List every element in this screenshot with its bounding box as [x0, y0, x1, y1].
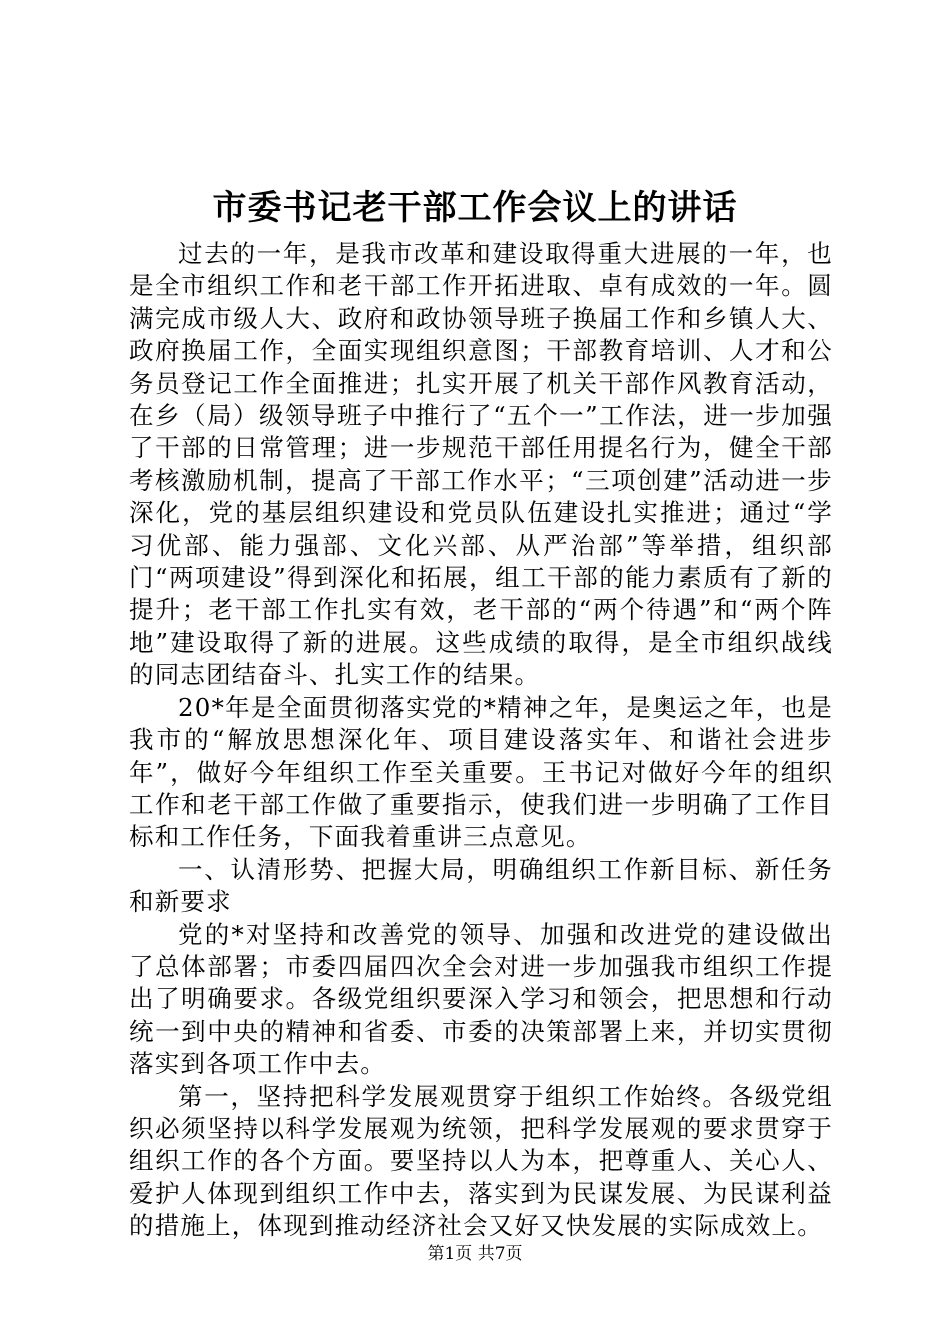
paragraph-this-year: 20*年是全面贯彻落实党的*精神之年，是奥运之年，也是我市的“解放思想深化年、项目建设落实年、和谐社会进步年”，做好今年组织工作至关重要。王书记对做好今年的组织工作和老干部工作做了重要指示，使我们进一步明确了工作目标和工作任务，下面我着重讲三点意见。 [129, 692, 833, 852]
paragraph-first-point: 第一，坚持把科学发展观贯穿于组织工作始终。各级党组织必须坚持以科学发展观为统领，把科学发展观的要求贯穿于组织工作的各个方面。要坚持以人为本，把尊重人、关心人、爱护人体现到组织工作中去，落实到为民谋发展、为民谋利益的措施上，体现到推动经济社会又好又快发展的实际成效上。 [129, 1081, 833, 1241]
paragraph-party-deployment: 党的*对坚持和改善党的领导、加强和改进党的建设做出了总体部署；市委四届四次全会对进一步加强我市组织工作提出了明确要求。各级党组织要深入学习和领会，把思想和行动统一到中央的精神和省委、市委的决策部署上来，并切实贯彻落实到各项工作中去。 [129, 919, 833, 1079]
section-heading-one: 一、认清形势、把握大局，明确组织工作新目标、新任务和新要求 [129, 854, 833, 917]
page-number-footer: 第1页 共7页 [427, 1244, 523, 1264]
paragraph-review: 过去的一年，是我市改革和建设取得重大进展的一年，也是全市组织工作和老干部工作开拓进取、卓有成效的一年。圆满完成市级人大、政府和政协领导班子换届工作和乡镇人大、政府换届工作，全面实现组织意图；干部教育培训、人才和公务员登记工作全面推进；扎实开展了机关干部作风教育活动，在乡（局）级领导班子中推行了“五个一”工作法，进一步加强了干部的日常管理；进一步规范干部任用提名行为，健全干部考核激励机制，提高了干部工作水平；“三项创建”活动进一步深化，党的基层组织建设和党员队伍建设扎实推进；通过“学习优部、能力强部、文化兴部、从严治部”等举措，组织部门“两项建设”得到深化和拓展，组工干部的能力素质有了新的提升；老干部工作扎实有效，老干部的“两个待遇”和“两个阵地”建设取得了新的进展。这些成绩的取得，是全市组织战线的同志团结奋斗、扎实工作的结果。 [129, 239, 833, 690]
document-title: 市委书记老干部工作会议上的讲话 [212, 188, 738, 228]
document-body [129, 238, 833, 1243]
